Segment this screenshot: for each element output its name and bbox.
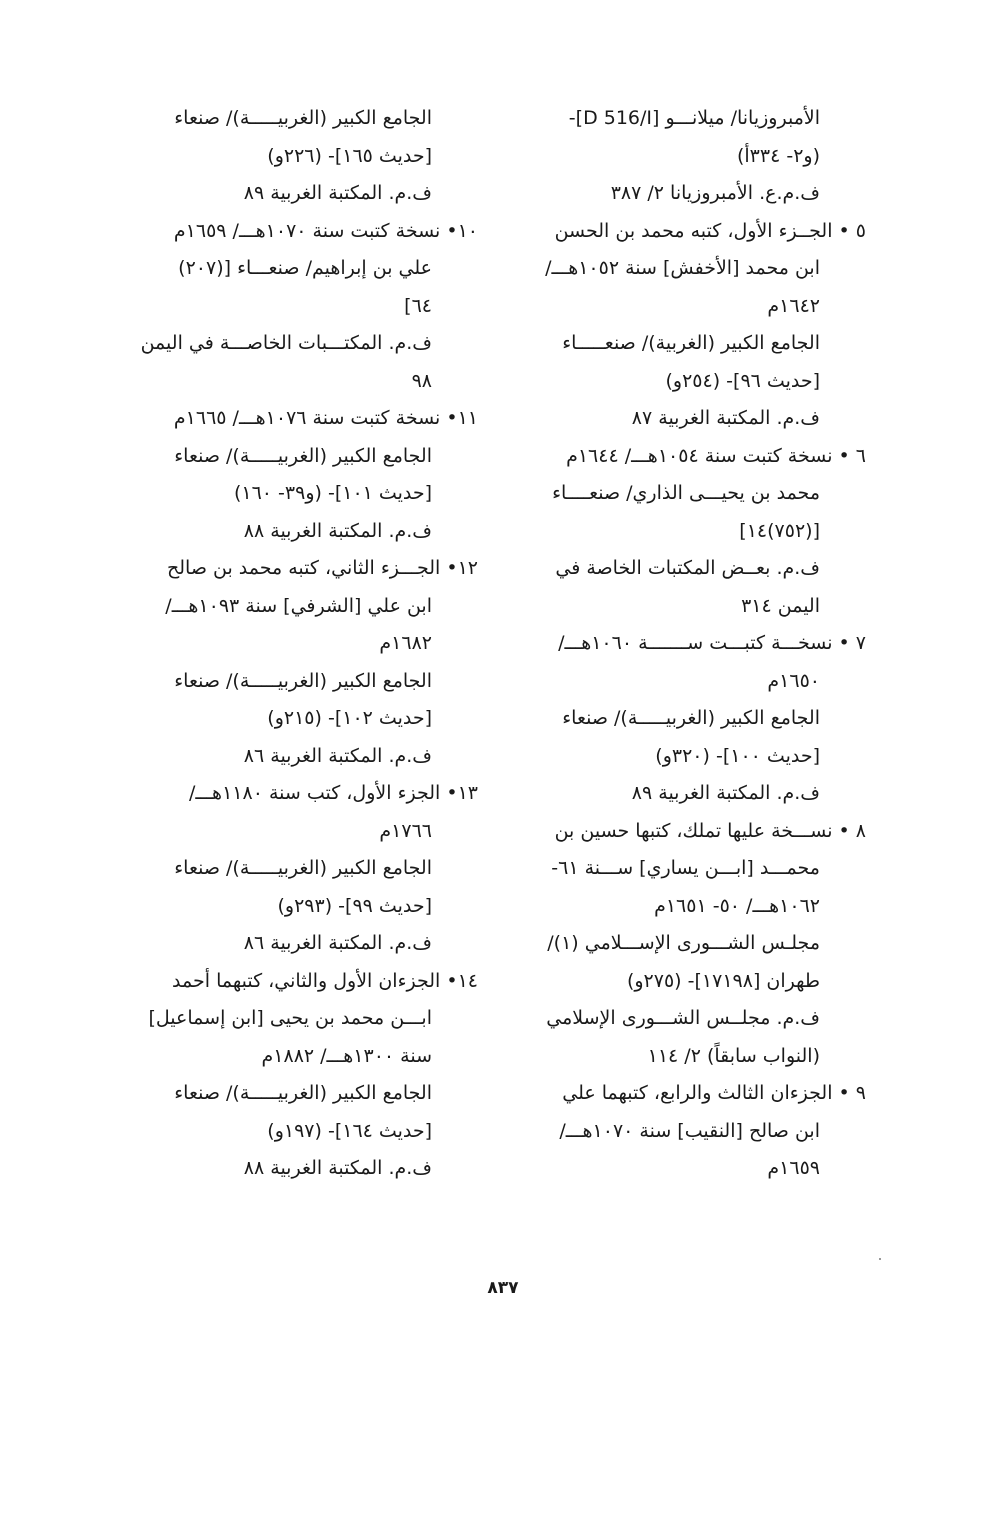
entry-text-line: (النواب سابقاً) ٢/ ١١٤ xyxy=(647,1044,820,1067)
entry-text-line: ف.م. المكتـــبات الخاصـــة في اليمن xyxy=(140,332,432,354)
entry-heading-line: ١٣• الجزء الأول، كتب سنة ١١٨٠هـــ/ xyxy=(188,782,478,804)
entry-text-line: ف.م. المكتبة الغربية ٨٦ xyxy=(243,932,432,954)
entry-text-line: [حديث ١٦٤]- (١٩٧و) xyxy=(267,1119,432,1142)
entry-text-line: ف.م. المكتبة الغربية ٨٦ xyxy=(243,744,432,767)
entry-text-line: [حديث ٩٩]- (٢٩٣و) xyxy=(277,894,432,917)
entry-text-line: ١٠٦٢هـــ/ ٥٠- ١٦٥١م xyxy=(654,894,820,917)
entry-text-line: ابن محمد [الأخفش] سنة ١٠٥٢هـــ/ xyxy=(545,257,820,279)
entry-heading-line: ٦ • نسخة كتبت سنة ١٠٥٤هـــ/ ١٦٤٤م xyxy=(566,444,866,467)
entry-text-line: الأمبروزيانا/ ميلانـــو [D 516/I]- xyxy=(568,107,820,129)
entry-text-line: ف.م. المكتبة الغربية ٨٨ xyxy=(243,519,432,542)
entry-text-line: ف.م. المكتبة الغربية ٨٩ xyxy=(631,782,820,804)
entry-text-line: ١٦٥٩م xyxy=(767,1157,820,1179)
entry-text-line: ف.م. المكتبة الغربية ٨٧ xyxy=(631,407,820,429)
entry-text-line: [حديث ١٠٢]- (٢١٥و) xyxy=(267,707,432,729)
entry-text-line: الجامع الكبير (الغربيـــــة)/ صنعاء xyxy=(562,707,820,729)
entry-text-line: اليمن ٣١٤ xyxy=(741,594,820,617)
entry-text-line: ف.م. المكتبة الغربية ٨٩ xyxy=(243,182,432,204)
entry-text-line: محمد بن يحيـــى الذاري/ صنعــــاء xyxy=(552,482,820,504)
entry-text-line: ف.م. المكتبة الغربية ٨٨ xyxy=(243,1157,432,1179)
entry-text-line: ف.م.ع. الأمبروزيانا ٢/ ٣٨٧ xyxy=(610,182,820,204)
entry-heading-line: ١٠• نسخة كتبت سنة ١٠٧٠هـــ/ ١٦٥٩م xyxy=(173,219,478,242)
entry-text-line: [حديث ١٠٠]- (٣٢٠و) xyxy=(655,744,820,767)
scan-speck xyxy=(879,1258,881,1260)
entry-text-line: الجامع الكبير (الغربية)/ صنعـــــاء xyxy=(562,332,820,354)
entry-text-line: ١٧٦٦م xyxy=(379,819,432,842)
entry-text-line: ابـــن محمد بن يحيى [ابن إسماعيل] xyxy=(148,1007,432,1029)
entry-text-line: ١٦٤٢م xyxy=(767,294,820,317)
entry-text-line: الجامع الكبير (الغربيـــــة)/ صنعاء xyxy=(174,107,432,129)
entry-text-line: محمـــد [ابـــن يساري] ســـنة ٦١- xyxy=(551,857,820,879)
entry-heading-line: ٥ • الجــزء الأول، كتبه محمد بن الحسن xyxy=(554,219,866,242)
entry-text-line: [حديث ٩٦]- (٢٥٤و) xyxy=(665,369,820,392)
entry-text-line: الجامع الكبير (الغربيـــــة)/ صنعاء xyxy=(174,857,432,879)
entry-heading-line: ٩ • الجزءان الثالث والرابع، كتبهما علي xyxy=(562,1082,866,1104)
entry-heading-line: ٨ • نســـخة عليها تملك، كتبها حسين بن xyxy=(554,819,866,842)
entry-heading-line: ١٤• الجزءان الأول والثاني، كتبهما أحمد xyxy=(172,969,478,992)
entry-text-line: ٦٤] xyxy=(404,294,432,317)
entry-text-line: ١٦٥٠م xyxy=(767,669,820,692)
right-column xyxy=(526,100,866,1188)
left-column xyxy=(138,100,478,1188)
entry-text-line: طهران [١٧١٩٨]- (٢٧٥و) xyxy=(626,969,820,992)
entry-text-line: ابن صالح [النقيب] سنة ١٠٧٠هـــ/ xyxy=(559,1119,820,1142)
entry-text-line: الجامع الكبير (الغربيـــــة)/ صنعاء xyxy=(174,669,432,692)
entry-text-line: ف.م. مجلــس الشـــورى الإسلامي xyxy=(546,1007,820,1029)
entry-text-line: الجامع الكبير (الغربيـــــة)/ صنعاء xyxy=(174,1082,432,1104)
entry-text-line: [(٧٥٢)١٤] xyxy=(739,519,820,542)
entry-text-line: [حديث ١٠١]- (و٣٩- ١٦٠) xyxy=(233,482,432,504)
entry-text-line: سنة ١٣٠٠هـــ/ ١٨٨٢م xyxy=(261,1044,432,1067)
page-number: ٨٣٧ xyxy=(487,1278,519,1298)
entry-text-line: علي بن إبراهيم/ صنعـــاء [(٢٠٧) xyxy=(178,257,432,279)
entry-heading-line: ١٢• الجـــزء الثاني، كتبه محمد بن صالح xyxy=(167,557,478,579)
entry-text-line: ٩٨ xyxy=(411,369,432,392)
entry-text-line: ١٦٨٢م xyxy=(379,632,432,654)
entry-text-line: مجلـس الشـــورى الإســـلامي (١)/ xyxy=(547,932,820,954)
entry-text-line: ابن علي [الشرفي] سنة ١٠٩٣هـــ/ xyxy=(165,594,432,617)
entry-text-line: ف.م. بعــض المكتبات الخاصة في xyxy=(555,557,820,579)
entry-heading-line: ١١• نسخة كتبت سنة ١٠٧٦هـــ/ ١٦٦٥م xyxy=(173,407,478,429)
entry-heading-line: ٧ • نسخـــة كتبـــت ســـــــة ١٠٦٠هـــ/ xyxy=(558,632,866,654)
entry-text-line: (و٢- ٣٣٤أ) xyxy=(736,144,820,167)
entry-text-line: [حديث ١٦٥]- (٢٢٦و) xyxy=(267,144,432,167)
entry-text-line: الجامع الكبير (الغربيـــــة)/ صنعاء xyxy=(174,444,432,467)
